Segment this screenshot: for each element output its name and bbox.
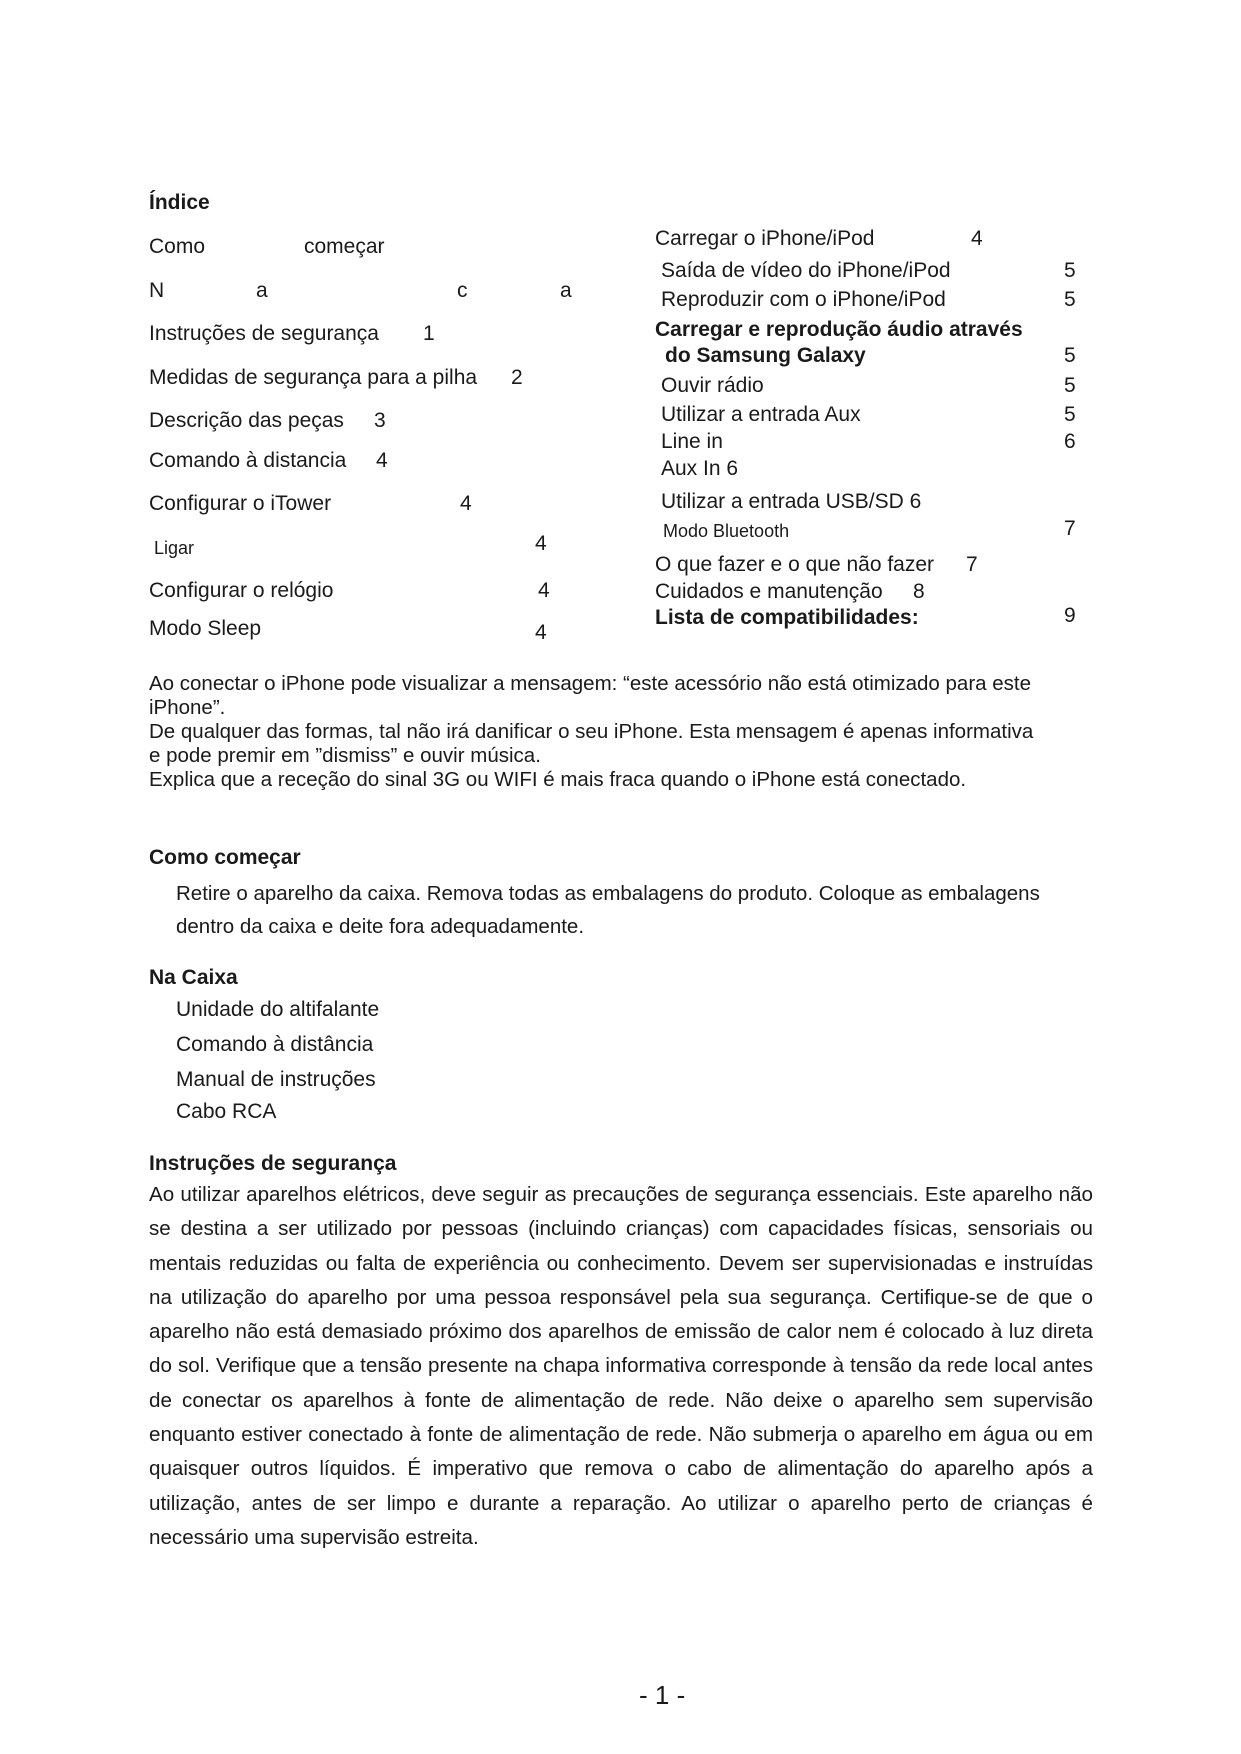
toc-fragment: N [149,279,165,302]
getting-started-line: dentro da caixa e deite fora adequadamente. [176,915,585,938]
toc-entry-page: 8 [913,580,925,603]
toc-entry-label: O que fazer e o que não fazer [655,553,935,576]
toc-entry-page: 3 [374,409,386,432]
toc-entry-label: Saída de vídeo do iPhone/iPod [661,259,951,282]
toc-entry-label: Utilizar a entrada Aux [661,403,861,426]
toc-entry-page: 7 [966,553,978,576]
toc-entry-label: Carregar e reprodução áudio através [655,318,1023,341]
toc-entry-label: Ligar [154,538,195,558]
notice-line: e pode premir em ”dismiss” e ouvir música. [149,744,541,767]
toc-entry-page: 5 [1064,403,1076,426]
notice-line: iPhone”. [149,696,226,719]
toc-entry-label: do Samsung Galaxy [665,344,866,367]
page-number: - 1 - [639,1680,686,1710]
safety-paragraph: Ao utilizar aparelhos elétricos, deve seguir as precauções de segurança essenciais. Este aparelho não se destina a ser utilizado por pessoas (incluindo crianças) com capacidades físicas, sensoriais ou mentais reduzidas ou falta de experiência ou conhecimento. Devem ser supervisionadas e instruídas na utilização do aparelho por uma pessoa responsável pela sua segurança. Certifique-se de que o aparelho não está demasiado próximo dos aparelhos de emissão de calor nem é colocado à luz direta do sol. Verifique que a tensão presente na chapa informativa corresponde à tensão da rede local antes de conectar os aparelhos à fonte de alimentação de rede. Não deixe o aparelho sem supervisão enquanto estiver conectado à fonte de alimentação de rede. Não submerja o aparelho em água ou em quaisquer outros líquidos. É imperativo que remova o cabo de alimentação do aparelho após a utilização, antes de ser limpo e durante a reparação. Ao utilizar o aparelho perto de crianças é necessário uma supervisão estreita. [149,1183,1093,1549]
toc-entry-label: Modo Bluetooth [663,521,790,541]
toc-title: Índice [149,191,210,214]
toc-fragment: a [256,279,268,302]
in-box-item: Manual de instruções [176,1068,376,1091]
in-box-item: Unidade do altifalante [176,998,380,1021]
toc-entry-page: 4 [535,621,547,644]
toc-entry-page: 4 [460,492,472,515]
section-title-getting-started: Como começar [149,846,301,869]
toc-entry-label: Reproduzir com o iPhone/iPod [661,288,946,311]
toc-entry-label: Configurar o relógio [149,579,334,602]
section-title-in-box: Na Caixa [149,966,238,989]
toc-entry-page: 7 [1064,517,1076,540]
toc-entry-label: Descrição das peças [149,409,344,432]
toc-entry-label: Comando à distancia [149,449,347,472]
notice-line: De qualquer das formas, tal não irá danificar o seu iPhone. Esta mensagem é apenas informativa [149,720,1034,743]
toc-entry-page: 5 [1064,344,1076,367]
toc-entry-label: Aux In 6 [661,457,739,480]
toc-entry-label: Modo Sleep [149,617,262,640]
toc-entry-label: Line in [661,430,723,453]
toc-entry-page: 1 [423,322,435,345]
toc-entry-label: Medidas de segurança para a pilha [149,366,478,389]
getting-started-line: Retire o aparelho da caixa. Remova todas as embalagens do produto. Coloque as embalagens [176,882,1040,905]
toc-entry-label: Instruções de segurança [149,322,379,345]
toc-entry-page: 4 [971,227,983,250]
toc-entry-page: 9 [1064,604,1076,627]
notice-line: Ao conectar o iPhone pode visualizar a mensagem: “este acessório não está otimizado para este [149,672,1032,695]
toc-entry-label: Ouvir rádio [661,374,764,397]
toc-entry-page: 5 [1064,259,1076,282]
toc-entry-label: Como [149,235,206,258]
toc-entry-label: começar [304,235,385,258]
toc-fragment: c [457,279,468,302]
toc-entry-label: Cuidados e manutenção [655,580,883,603]
toc-entry-page: 4 [376,449,388,472]
toc-entry-page: 6 [1064,430,1076,453]
toc-entry-label: Configurar o iTower [149,492,332,515]
notice-line: Explica que a receção do sinal 3G ou WIFI é mais fraca quando o iPhone está conectado. [149,768,967,791]
toc-entry-label: Utilizar a entrada USB/SD 6 [661,490,922,513]
in-box-item: Comando à distância [176,1033,374,1056]
in-box-item: Cabo RCA [176,1100,277,1123]
toc-entry-page: 5 [1064,288,1076,311]
toc-entry-page: 4 [535,532,547,555]
toc-fragment: a [560,279,572,302]
section-title-safety: Instruções de segurança [149,1152,397,1175]
toc-entry-page: 5 [1064,374,1076,397]
toc-entry-page: 2 [511,366,523,389]
toc-entry-label: Lista de compatibilidades: [655,606,919,629]
toc-entry-page: 4 [538,579,550,602]
toc-entry-label: Carregar o iPhone/iPod [655,227,875,250]
